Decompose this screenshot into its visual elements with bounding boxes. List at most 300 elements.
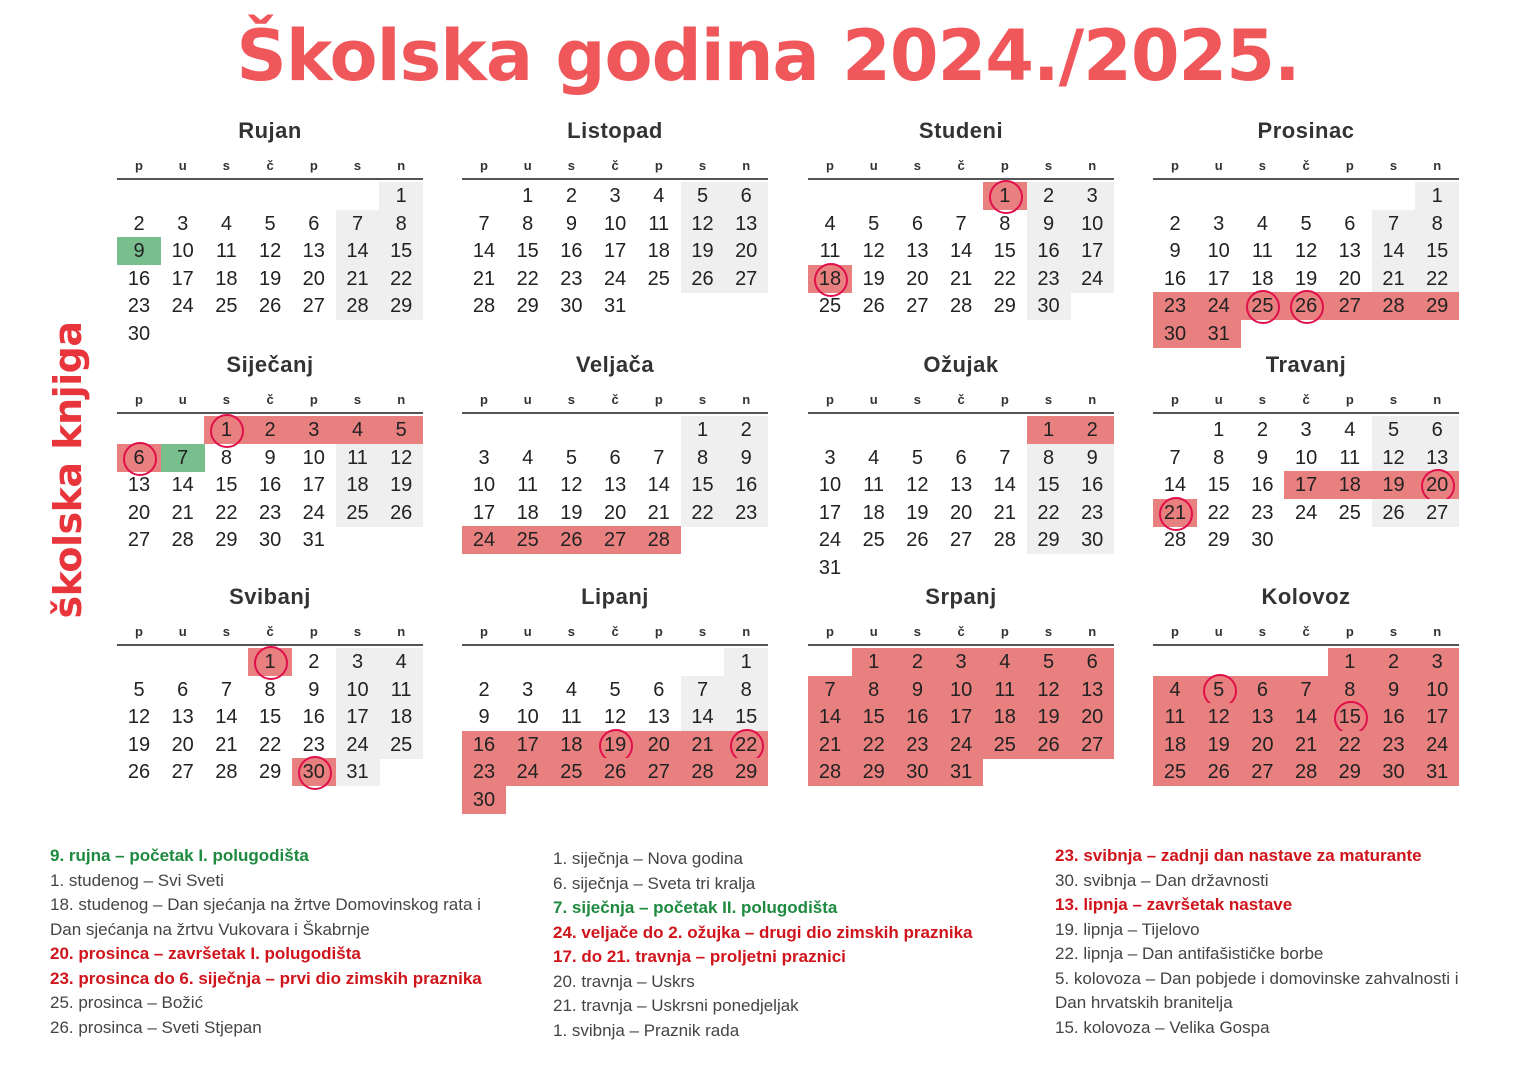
calendar-day	[379, 731, 423, 759]
day-number: 26	[906, 529, 929, 552]
day-number: 16	[127, 267, 151, 290]
calendar-day	[1372, 292, 1416, 320]
calendar-day	[161, 526, 205, 554]
calendar-day	[204, 471, 248, 499]
day-number: 25	[1338, 501, 1361, 524]
calendar-day	[1415, 471, 1459, 499]
day-number: 3	[522, 678, 534, 701]
calendar-day	[1415, 703, 1459, 731]
calendar-day	[379, 499, 423, 527]
header-divider	[117, 178, 423, 180]
day-number: 9	[1387, 678, 1400, 701]
calendar-day	[1240, 703, 1284, 731]
weekday-header: č	[1302, 624, 1310, 639]
day-number: 7	[1169, 446, 1181, 469]
weekday-header: n	[742, 158, 751, 173]
weekday-header: p	[1345, 392, 1354, 407]
weekday-header: p	[654, 158, 663, 173]
day-number: 18	[390, 706, 413, 729]
day-number: 8	[1344, 678, 1356, 701]
weekday-header: p	[480, 624, 488, 639]
calendar-day	[1284, 237, 1328, 265]
day-number: 19	[127, 733, 151, 756]
calendar-day	[939, 237, 983, 265]
day-number: 25	[993, 733, 1016, 756]
calendar-day	[983, 444, 1027, 472]
calendar-day	[895, 758, 939, 786]
calendar-day	[336, 499, 380, 527]
calendar-day	[983, 499, 1027, 527]
day-number: 14	[818, 706, 842, 729]
day-number: 24	[1294, 501, 1318, 524]
day-number: 25	[560, 761, 583, 784]
header-divider	[1153, 644, 1459, 646]
day-number: 4	[351, 419, 364, 441]
day-number: 31	[1426, 761, 1449, 784]
weekday-header: s	[353, 392, 362, 407]
calendar-day	[379, 676, 423, 704]
day-number: 22	[1207, 501, 1230, 524]
calendar-day	[895, 210, 939, 238]
calendar-day	[1153, 210, 1197, 238]
calendar-day	[852, 758, 896, 786]
calendar-day	[895, 265, 939, 293]
day-number: 11	[863, 474, 885, 497]
calendar-day	[1240, 444, 1284, 472]
calendar-day	[462, 731, 506, 759]
calendar-day	[1153, 758, 1197, 786]
calendar-day	[248, 703, 292, 731]
calendar-day	[462, 786, 506, 814]
day-number: 7	[351, 212, 364, 235]
calendar-day	[1197, 731, 1241, 759]
calendar-day	[852, 237, 896, 265]
calendar-day	[1415, 731, 1459, 759]
calendar-day	[1240, 676, 1284, 704]
calendar-day	[379, 703, 423, 731]
legend-item: 5. kolovoza – Dan pobjede i domovinske zahvalnosti i	[1055, 968, 1459, 988]
calendar-day	[1027, 237, 1071, 265]
calendar-day	[1415, 292, 1459, 320]
day-number: 10	[1081, 212, 1104, 235]
weekday-header: u	[1214, 624, 1223, 639]
day-number: 24	[1426, 733, 1449, 756]
day-number: 2	[478, 678, 490, 701]
calendar-day	[1240, 265, 1284, 293]
day-number: 4	[1344, 419, 1356, 441]
day-number: 13	[949, 474, 973, 497]
day-number: 14	[993, 474, 1016, 497]
calendar-day	[1328, 676, 1372, 704]
calendar-day	[1240, 416, 1284, 444]
calendar-day	[1328, 292, 1372, 320]
day-number: 1	[696, 419, 709, 441]
calendar-day	[1197, 210, 1241, 238]
calendar-day	[1284, 210, 1328, 238]
day-number: 21	[1163, 501, 1187, 524]
day-number: 1	[999, 185, 1011, 207]
weekday-header: n	[1088, 158, 1097, 173]
calendar-day	[637, 210, 681, 238]
day-number: 27	[127, 529, 151, 552]
day-number: 18	[1163, 733, 1187, 756]
day-number: 13	[1081, 678, 1104, 701]
day-number: 9	[911, 678, 923, 701]
day-number: 15	[1338, 706, 1361, 729]
day-number: 31	[818, 557, 842, 579]
day-number: 9	[478, 706, 490, 729]
calendar-day	[117, 703, 161, 731]
day-number: 11	[648, 212, 670, 235]
day-number: 16	[1037, 240, 1060, 263]
weekday-header: s	[913, 624, 921, 639]
day-number: 4	[565, 678, 577, 701]
calendar-day	[379, 444, 423, 472]
day-number: 28	[949, 295, 973, 318]
calendar-day	[117, 499, 161, 527]
weekday-header: u	[523, 624, 532, 639]
calendar-day	[248, 210, 292, 238]
calendar-day	[1415, 758, 1459, 786]
calendar-day	[895, 237, 939, 265]
day-number: 21	[472, 267, 496, 290]
day-number: 1	[395, 185, 407, 207]
legend-item: 17. do 21. travnja – proljetni praznici	[553, 947, 846, 966]
calendar-day	[939, 265, 983, 293]
calendar-day	[549, 676, 593, 704]
calendar-day	[506, 444, 550, 472]
calendar-day	[549, 526, 593, 554]
day-number: 8	[264, 678, 276, 701]
calendar-day	[204, 237, 248, 265]
day-number: 27	[735, 267, 758, 290]
weekday-header: p	[135, 158, 143, 173]
day-number: 15	[258, 706, 282, 729]
weekday-header: s	[222, 392, 230, 407]
header-divider	[462, 178, 768, 180]
calendar-day	[1284, 416, 1328, 444]
day-number: 19	[906, 501, 929, 524]
calendar-day	[1328, 444, 1372, 472]
legend-column-1	[50, 844, 482, 1040]
calendar-day	[724, 237, 768, 265]
day-number: 31	[949, 761, 973, 784]
weekday-header: s	[698, 624, 707, 639]
day-number: 23	[735, 501, 758, 524]
calendar-day	[593, 526, 637, 554]
day-number: 2	[740, 419, 752, 441]
day-number: 21	[1382, 267, 1405, 290]
day-number: 11	[216, 240, 237, 263]
calendar-day	[506, 703, 550, 731]
calendar-day	[117, 265, 161, 293]
calendar-day	[248, 265, 292, 293]
calendar-day	[852, 292, 896, 320]
calendar-day	[1027, 292, 1071, 320]
calendar-day	[939, 731, 983, 759]
calendar-day	[1197, 526, 1241, 554]
day-number: 19	[258, 267, 282, 290]
calendar-day	[1153, 320, 1197, 348]
weekday-header: č	[957, 158, 965, 173]
day-number: 20	[302, 267, 325, 290]
day-number: 16	[258, 474, 282, 497]
calendar-day	[1153, 444, 1197, 472]
day-number: 19	[560, 501, 583, 524]
calendar-day	[506, 526, 550, 554]
legend-item: Dan sjećanja na žrtvu Vukovara i Škabrnje	[50, 919, 370, 939]
calendar-day	[895, 526, 939, 554]
header-divider	[808, 178, 1114, 180]
calendar-day	[1197, 416, 1241, 444]
calendar-day	[1415, 237, 1459, 265]
day-number: 27	[647, 761, 670, 784]
calendar-day	[1027, 526, 1071, 554]
day-number: 14	[1294, 706, 1318, 729]
day-number: 15	[1207, 474, 1230, 497]
weekday-header: n	[1088, 392, 1097, 407]
calendar-day	[593, 292, 637, 320]
weekday-header: s	[1389, 158, 1398, 173]
calendar-day	[248, 758, 292, 786]
calendar-day	[1070, 444, 1114, 472]
calendar-day	[1197, 499, 1241, 527]
publisher-vertical-text: školska knjiga	[46, 321, 90, 619]
day-number: 7	[824, 678, 836, 701]
calendar-day	[852, 265, 896, 293]
weekday-header: p	[480, 392, 488, 407]
calendar-day	[506, 265, 550, 293]
calendar-day	[117, 444, 161, 472]
calendar-day	[336, 265, 380, 293]
calendar-day	[939, 444, 983, 472]
day-number: 20	[1081, 706, 1104, 729]
weekday-header: č	[266, 392, 274, 407]
calendar-day	[1070, 471, 1114, 499]
day-number: 6	[308, 212, 320, 235]
day-number: 23	[906, 733, 929, 756]
day-number: 22	[735, 733, 758, 756]
weekday-header: p	[826, 158, 834, 173]
calendar-day	[1284, 444, 1328, 472]
day-number: 6	[653, 678, 665, 701]
day-number: 3	[1213, 212, 1225, 235]
calendar-day	[637, 758, 681, 786]
day-number: 31	[1207, 323, 1230, 345]
calendar-day	[724, 703, 768, 731]
calendar-day	[724, 758, 768, 786]
calendar-day	[681, 237, 725, 265]
calendar-day	[549, 292, 593, 320]
calendar-day	[681, 265, 725, 293]
day-number: 13	[127, 474, 151, 497]
day-number: 29	[1207, 529, 1230, 552]
calendar-day	[1372, 703, 1416, 731]
calendar-day	[593, 444, 637, 472]
day-number: 18	[1251, 267, 1274, 290]
day-number: 5	[395, 419, 407, 441]
day-number: 21	[346, 267, 369, 290]
calendar-day	[379, 416, 423, 444]
day-number: 17	[1426, 706, 1449, 729]
legend-item: 23. svibnja – zadnji dan nastave za maturante	[1055, 846, 1422, 865]
month-name: Rujan	[238, 118, 302, 143]
weekday-header: p	[1000, 392, 1009, 407]
calendar-day	[1027, 444, 1071, 472]
day-number: 22	[1037, 501, 1060, 524]
day-number: 29	[1338, 761, 1361, 784]
calendar-day	[549, 703, 593, 731]
day-number: 29	[735, 761, 758, 784]
calendar-day	[1197, 292, 1241, 320]
calendar-day	[462, 444, 506, 472]
calendar-day	[724, 265, 768, 293]
legend-item: 20. prosinca – završetak I. polugodišta	[50, 944, 361, 963]
day-number: 15	[516, 240, 539, 263]
calendar-day	[808, 731, 852, 759]
calendar-day	[1070, 416, 1114, 444]
day-number: 19	[1037, 706, 1060, 729]
legend-column-3	[1055, 844, 1459, 1040]
calendar-day	[248, 526, 292, 554]
calendar-day	[117, 526, 161, 554]
day-number: 8	[999, 212, 1011, 235]
calendar-day	[939, 676, 983, 704]
day-number: 31	[603, 295, 627, 318]
day-number: 1	[1431, 185, 1443, 207]
day-number: 11	[390, 678, 412, 701]
calendar-day	[1027, 182, 1071, 210]
calendar-day	[1197, 237, 1241, 265]
day-number: 16	[1163, 267, 1187, 290]
calendar-day	[1328, 648, 1372, 676]
calendar-day	[462, 676, 506, 704]
day-number: 3	[351, 651, 364, 673]
day-number: 12	[1037, 678, 1060, 701]
day-number: 20	[949, 501, 973, 524]
day-number: 20	[647, 733, 670, 756]
calendar-day	[462, 237, 506, 265]
day-number: 16	[1251, 474, 1274, 497]
day-number: 28	[993, 529, 1016, 552]
day-number: 26	[603, 761, 627, 784]
calendar-day	[895, 444, 939, 472]
day-number: 2	[1042, 185, 1055, 207]
day-number: 1	[264, 651, 276, 673]
day-number: 8	[1213, 446, 1225, 469]
day-number: 12	[603, 706, 627, 729]
calendar-day	[549, 499, 593, 527]
day-number: 6	[177, 678, 189, 701]
weekday-header: s	[567, 624, 575, 639]
calendar-day	[1328, 758, 1372, 786]
calendar-day	[506, 471, 550, 499]
month-name: Svibanj	[229, 584, 311, 609]
day-number: 25	[1163, 761, 1187, 784]
calendar-day	[1328, 703, 1372, 731]
day-number: 18	[346, 474, 369, 497]
month-name: Travanj	[1265, 352, 1347, 377]
day-number: 26	[1207, 761, 1230, 784]
day-number: 21	[691, 733, 714, 756]
day-number: 7	[955, 212, 967, 235]
calendar-day	[1070, 526, 1114, 554]
day-number: 30	[906, 761, 929, 784]
day-number: 10	[1426, 678, 1449, 701]
day-number: 18	[215, 267, 238, 290]
calendar-day	[593, 237, 637, 265]
calendar-day	[1153, 471, 1197, 499]
calendar-day	[292, 471, 336, 499]
weekday-header: p	[309, 158, 318, 173]
day-number: 14	[949, 240, 973, 263]
weekday-header: u	[869, 624, 878, 639]
calendar-day	[637, 265, 681, 293]
day-number: 27	[1426, 501, 1449, 524]
day-number: 5	[133, 678, 145, 701]
day-number: 2	[565, 185, 577, 207]
day-number: 3	[1086, 185, 1098, 207]
day-number: 19	[862, 267, 885, 290]
day-number: 26	[258, 295, 282, 318]
day-number: 23	[302, 733, 325, 756]
month-name: Kolovoz	[1261, 584, 1351, 609]
calendar-day	[204, 499, 248, 527]
day-number: 18	[818, 267, 842, 290]
calendar-day	[336, 237, 380, 265]
day-number: 16	[1081, 474, 1104, 497]
day-number: 28	[1163, 529, 1187, 552]
calendar-day	[117, 471, 161, 499]
day-number: 3	[177, 212, 189, 235]
calendar-day	[161, 237, 205, 265]
calendar-day	[1284, 703, 1328, 731]
day-number: 20	[735, 240, 758, 263]
day-number: 14	[171, 474, 194, 497]
weekday-header: č	[1302, 392, 1310, 407]
calendar-day	[1372, 758, 1416, 786]
calendar-day	[724, 676, 768, 704]
weekday-header: č	[611, 158, 619, 173]
day-number: 11	[1252, 240, 1273, 263]
day-number: 30	[1382, 761, 1405, 784]
calendar-day	[724, 182, 768, 210]
day-number: 26	[862, 295, 885, 318]
calendar-day	[1328, 416, 1372, 444]
day-number: 1	[868, 651, 880, 673]
day-number: 12	[258, 240, 282, 263]
calendar-day	[161, 292, 205, 320]
day-number: 6	[133, 446, 145, 469]
weekday-header: s	[1044, 624, 1053, 639]
day-number: 26	[127, 761, 151, 784]
day-number: 17	[818, 501, 842, 524]
calendar-day	[1153, 499, 1197, 527]
day-number: 27	[171, 761, 194, 784]
legend-item: 1. studenog – Svi Sveti	[50, 870, 224, 890]
day-number: 12	[390, 446, 413, 469]
day-number: 17	[472, 501, 496, 524]
calendar-day	[1070, 731, 1114, 759]
weekday-header: p	[309, 624, 318, 639]
day-number: 9	[133, 240, 145, 263]
calendar-day	[637, 526, 681, 554]
calendar-day	[939, 210, 983, 238]
calendar-day	[593, 676, 637, 704]
calendar-day	[462, 210, 506, 238]
calendar-day	[1415, 648, 1459, 676]
calendar-day	[939, 526, 983, 554]
